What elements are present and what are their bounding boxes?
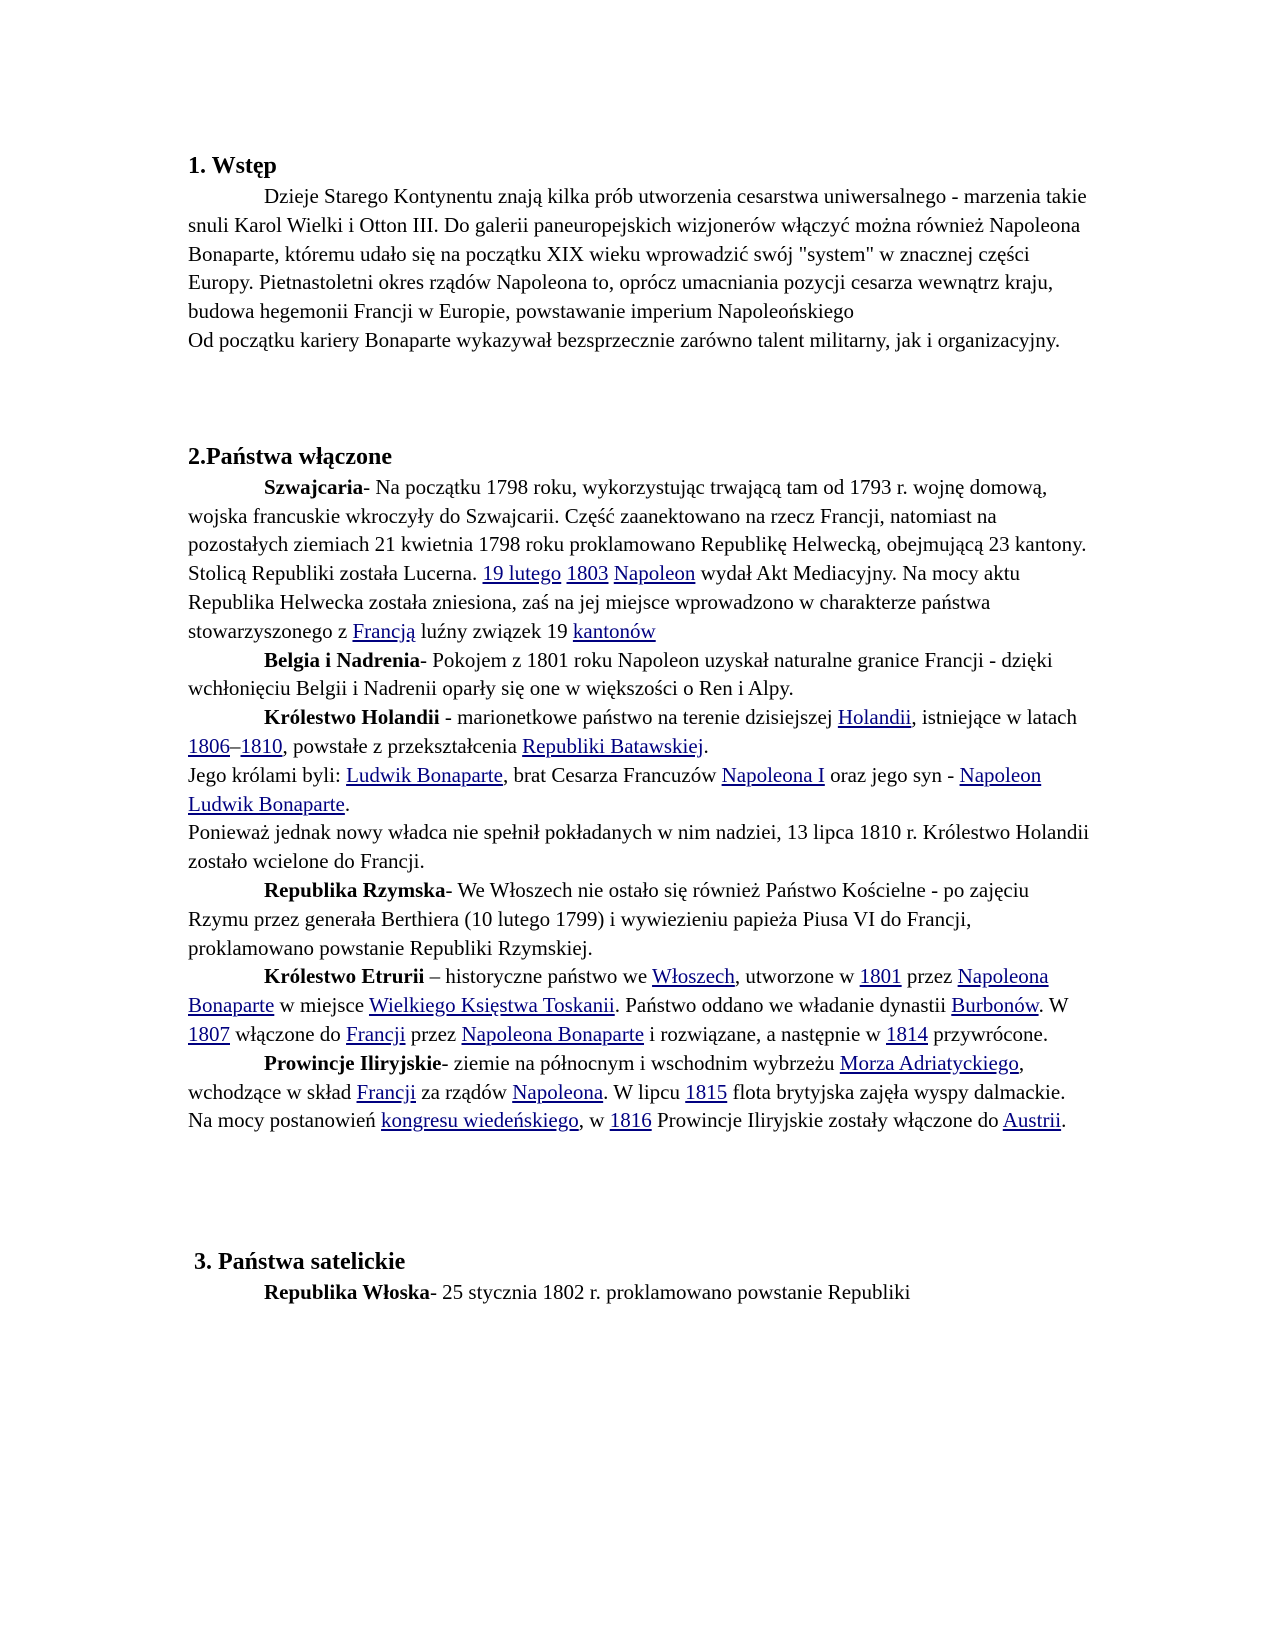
link-napoleona-i[interactable]: Napoleona I (721, 762, 825, 787)
link-francji[interactable]: Francji (346, 1021, 406, 1046)
link-francja[interactable]: Francją (352, 618, 416, 643)
text-span: , wchodzące w skład (188, 1050, 1025, 1104)
link-1806[interactable]: 1806 (188, 733, 230, 758)
paragraph-intro: Dzieje Starego Kontynentu znają kilka prób utworzenia cesarstwa uniwersalnego - marzenia takie snuli Karol Wielki i Otton III. Do galerii paneuropejskich wizjonerów włączyć można również Napoleona Bonaparte, któremu udało się na początku XIX wieku wprowadzić swój "system" w znacznej części Europy. Pietnastoletni okres rządów Napoleona to, oprócz umacniania pozycji cesarza wewnątrz kraju, budowa hegemonii Francji w Europie, powstawanie imperium Napoleońskiego (188, 184, 1087, 324)
spacer (188, 355, 1090, 441)
text-span: . (344, 791, 351, 816)
link-napoleon[interactable]: Napoleon (613, 561, 696, 586)
text-span: za rządów (416, 1079, 513, 1104)
term-republika-rzymska: Republika Rzymska (264, 877, 446, 902)
text-span: - marionetkowe państwo na terenie dzisiejszej (439, 705, 838, 730)
link-napoleona[interactable]: Napoleona (512, 1079, 604, 1104)
link-1810[interactable]: 1810 (240, 733, 283, 758)
text-span: , brat Cesarza Francuzów (502, 762, 722, 787)
text-span: - Na początku 1798 roku, wykorzystując trwającą tam od 1793 r. wojnę domową, wojska francuskie wkroczyły do Szwajcarii. Część zaanektowano na rzecz Francji, natomiast na pozostałych ziemiach 21 kwietnia 1798 roku proklamowano Republikę Helwecką, obejmującą 23 kantony. Stolicą Republiki została Lucerna. (188, 474, 1087, 586)
term-szwajcaria: Szwajcaria (264, 474, 364, 499)
text-span: - ziemie na północnym i wschodnim wybrzeżu (441, 1050, 840, 1075)
text-span: . (703, 733, 709, 758)
link-morza-adriatyckiego[interactable]: Morza Adriatyckiego (839, 1050, 1019, 1075)
section-heading-panstwa-satelickie: 3. Państwa satelickie (194, 1249, 406, 1276)
link-1816[interactable]: 1816 (609, 1108, 652, 1133)
text-span: - 25 stycznia 1802 r. proklamowano powstanie Republiki (429, 1280, 911, 1305)
document-body (188, 150, 1090, 1307)
term-belgia-nadrenia: Belgia i Nadrenia (264, 647, 420, 672)
text-span: przez (901, 964, 958, 989)
text-span: – historyczne państwo we (424, 964, 653, 989)
link-1803[interactable]: 1803 (566, 561, 609, 586)
text-span: i rozwiązane, a następnie w (644, 1021, 886, 1046)
spacer (188, 1135, 1090, 1246)
paragraph-holandia (188, 703, 1090, 761)
text-span: flota brytyjska zajęła wyspy dalmackie. (727, 1079, 1066, 1104)
text-span: . (1061, 1108, 1067, 1133)
link-napoleona-bonaparte-2[interactable]: Napoleona Bonaparte (461, 1021, 645, 1046)
text-span: , utworzone w (734, 964, 860, 989)
paragraph-republika-rzymska (188, 876, 1090, 962)
link-napoleona-bonaparte[interactable]: Napoleona Bonaparte (188, 964, 1049, 1018)
text-span: w miejsce (274, 993, 369, 1018)
link-1814[interactable]: 1814 (886, 1021, 928, 1046)
text-span: , powstałe z przekształcenia (282, 733, 523, 758)
paragraph-republika-wloska (188, 1278, 1090, 1307)
section-heading-wstep: 1. Wstęp (188, 153, 277, 179)
text-span: włączone do (230, 1021, 347, 1046)
link-napoleon-ludwik-bonaparte[interactable]: Napoleon Ludwik Bonaparte (188, 762, 1042, 816)
link-wielkiego-ksiestwa-toskanii[interactable]: Wielkiego Księstwa Toskanii (368, 993, 615, 1018)
text-span: przez (405, 1021, 462, 1046)
text-span: oraz jego syn - (824, 762, 960, 787)
link-holandii[interactable]: Holandii (837, 705, 912, 730)
paragraph-career: Od początku kariery Bonaparte wykazywał bezsprzecznie zarówno talent militarny, jak i organizacyjny. (188, 327, 1061, 352)
link-19-lutego[interactable]: 19 lutego (482, 561, 562, 586)
paragraph-kongres-wiedenski (188, 1106, 1090, 1135)
text-span: . Państwo oddano we władanie dynastii (614, 993, 952, 1018)
text-span: , w (578, 1108, 610, 1133)
paragraph-holandia-wcielenie: Ponieważ jednak nowy władca nie spełnił pokładanych w nim nadziei, 13 lipca 1810 r. Królestwo Holandii zostało wcielone do Francji. (188, 820, 1090, 874)
paragraph-etruria (188, 962, 1090, 1048)
text-span: Jego królami byli: (188, 762, 347, 787)
text-span: , istniejące w latach (911, 705, 1077, 730)
text-span: wydał Akt Mediacyjny. Na mocy aktu Republika Helwecka została zniesiona, zaś na jej miejsce wprowadzono w charakterze państwa stowarzyszonego z (188, 561, 1021, 643)
text-span: . W (1038, 993, 1069, 1018)
text-span: Na mocy postanowień (188, 1108, 382, 1133)
paragraph-szwajcaria (188, 473, 1090, 646)
link-burbonow[interactable]: Burbonów (951, 993, 1039, 1018)
term-krolestwo-holandii: Królestwo Holandii (264, 705, 440, 730)
link-kantonow[interactable]: kantonów (572, 618, 656, 643)
link-kongresu-wiedenskiego[interactable]: kongresu wiedeńskiego (381, 1108, 579, 1133)
term-prowincje-iliryjskie: Prowincje Iliryjskie (264, 1050, 442, 1075)
text-span: luźny związek 19 (415, 618, 573, 643)
link-wloszech[interactable]: Włoszech (652, 964, 735, 989)
link-francji-2[interactable]: Francji (356, 1079, 416, 1104)
text-span: – (230, 733, 241, 758)
link-1807[interactable]: 1807 (188, 1021, 230, 1046)
text-span: - Pokojem z 1801 roku Napoleon uzyskał naturalne granice Francji - dzięki wchłonięciu Belgii i Nadrenii oparły się one w większości o Ren i Alpy. (188, 647, 1053, 701)
text-span: Prowincje Iliryjskie zostały włączone do (651, 1108, 1003, 1133)
term-krolestwo-etrurii: Królestwo Etrurii (264, 964, 425, 989)
link-austrii[interactable]: Austrii (1002, 1108, 1062, 1133)
paragraph-belgia (188, 646, 1090, 704)
text-span: - We Włoszech nie ostało się również Państwo Kościelne - po zajęciu Rzymu przez generała Berthiera (10 lutego 1799) i wywiezieniu papieża Piusa VI do Francji, proklamowano powstanie Republiki Rzymskiej. (188, 877, 1030, 960)
link-1801[interactable]: 1801 (859, 964, 902, 989)
section-heading-panstwa-wlaczone: 2.Państwa włączone (188, 443, 392, 470)
text-span: przywrócone. (928, 1021, 1049, 1046)
text-span: . W lipcu (603, 1079, 686, 1104)
paragraph-prowincje-iliryjskie (188, 1049, 1090, 1107)
term-republika-wloska: Republika Włoska (264, 1280, 430, 1305)
paragraph-holandia-krolowie (188, 761, 1090, 819)
link-ludwik-bonaparte[interactable]: Ludwik Bonaparte (346, 762, 503, 787)
link-1815[interactable]: 1815 (685, 1079, 728, 1104)
link-republiki-batawskiej[interactable]: Republiki Batawskiej (522, 733, 704, 758)
